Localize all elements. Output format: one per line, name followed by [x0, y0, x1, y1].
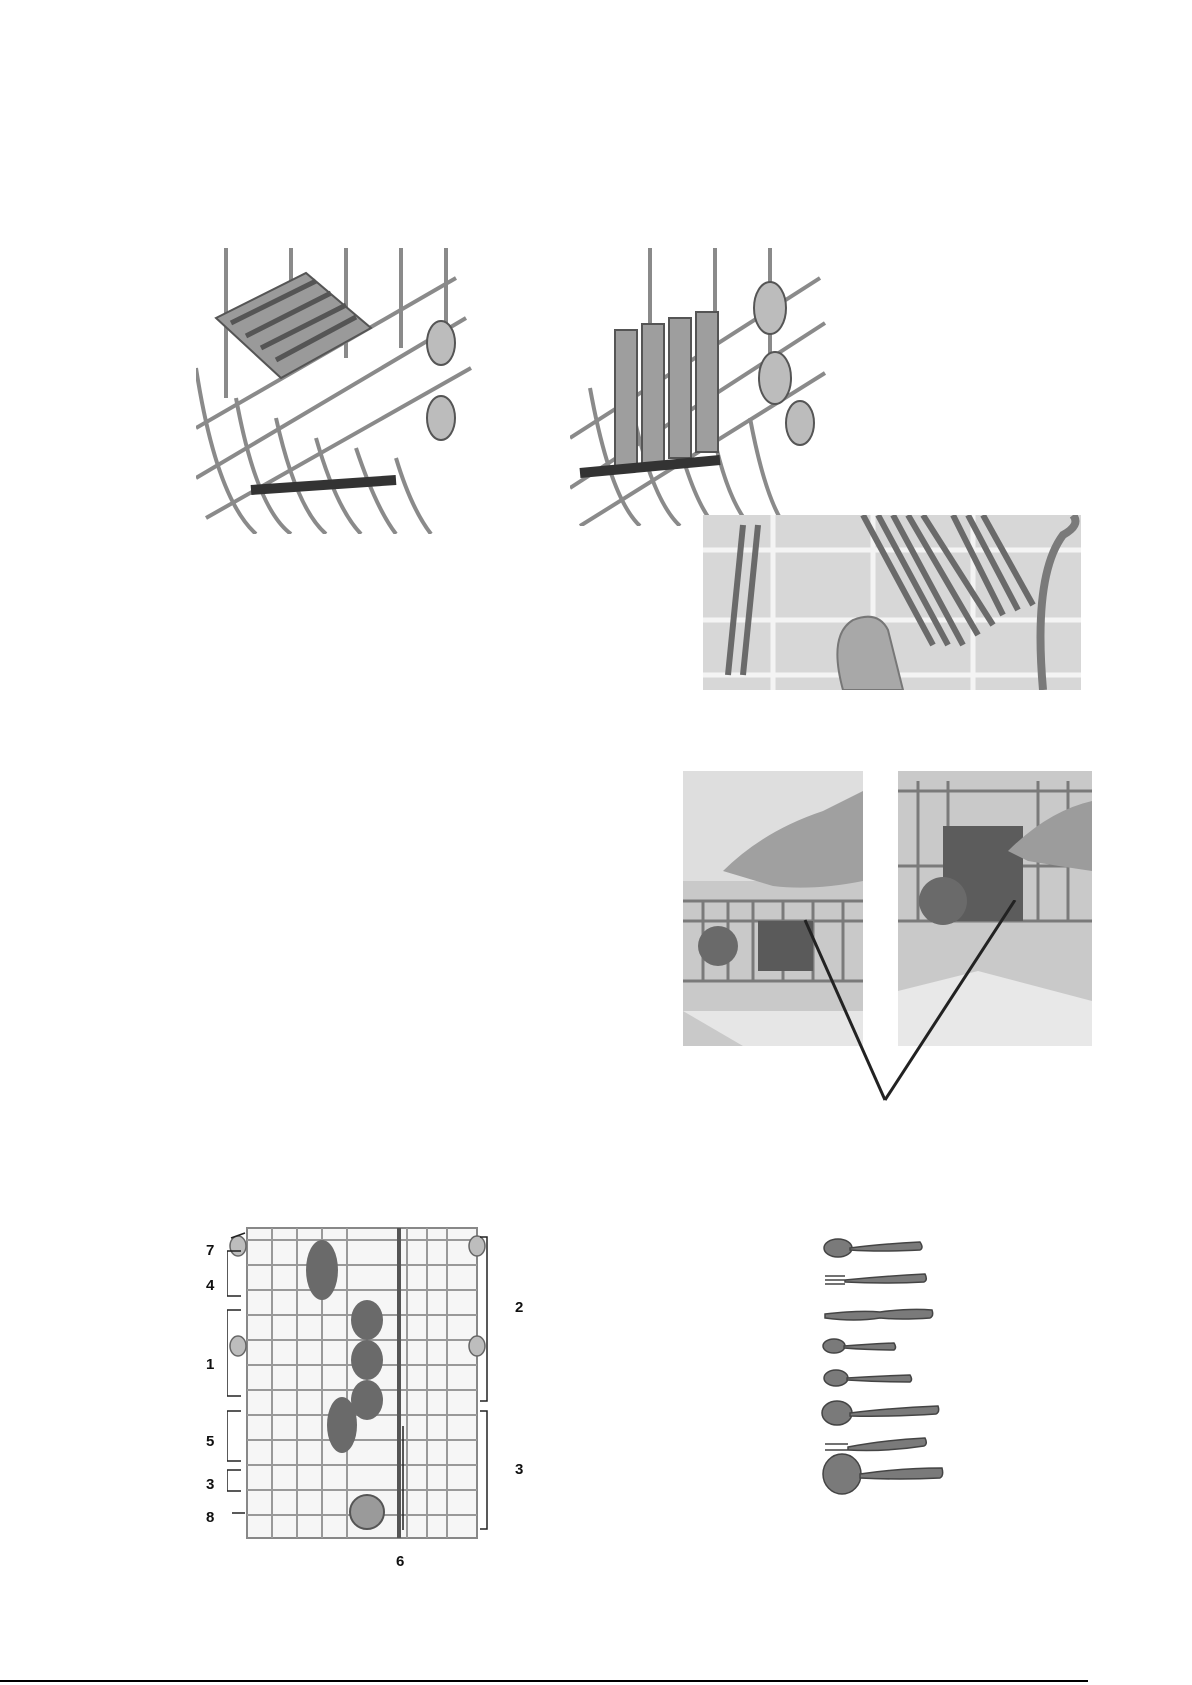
- callout-1: 1: [206, 1356, 215, 1373]
- tablespoon-icon: [822, 1401, 852, 1425]
- tine-fold-photo: [703, 515, 1081, 690]
- serving-spoon-icon: [823, 1454, 861, 1494]
- teaspoon-icon: [824, 1239, 852, 1257]
- callout-7: 7: [206, 1242, 215, 1259]
- cutlery-drawer-top-view: [227, 1220, 492, 1550]
- fork-icon: [825, 1274, 926, 1284]
- rack-flap-folded-illustration: [196, 248, 476, 534]
- callout-3-right: 3: [515, 1461, 524, 1478]
- dessert-spoon-icon: [824, 1370, 848, 1386]
- callout-2: 2: [515, 1299, 524, 1316]
- cutlery-set-column: [820, 1228, 950, 1498]
- callout-8: 8: [206, 1509, 215, 1526]
- callout-5: 5: [206, 1433, 215, 1450]
- small-spoon-icon: [823, 1339, 845, 1353]
- callout-4: 4: [206, 1277, 215, 1294]
- knife-icon: [825, 1309, 933, 1320]
- callout-6: 6: [396, 1553, 405, 1570]
- rack-flap-unfolded-illustration: [570, 248, 828, 526]
- serving-fork-icon: [825, 1438, 926, 1451]
- footer-rule: [0, 1680, 1088, 1682]
- callout-3-left: 3: [206, 1476, 215, 1493]
- pointer-arrows: [800, 900, 1020, 1105]
